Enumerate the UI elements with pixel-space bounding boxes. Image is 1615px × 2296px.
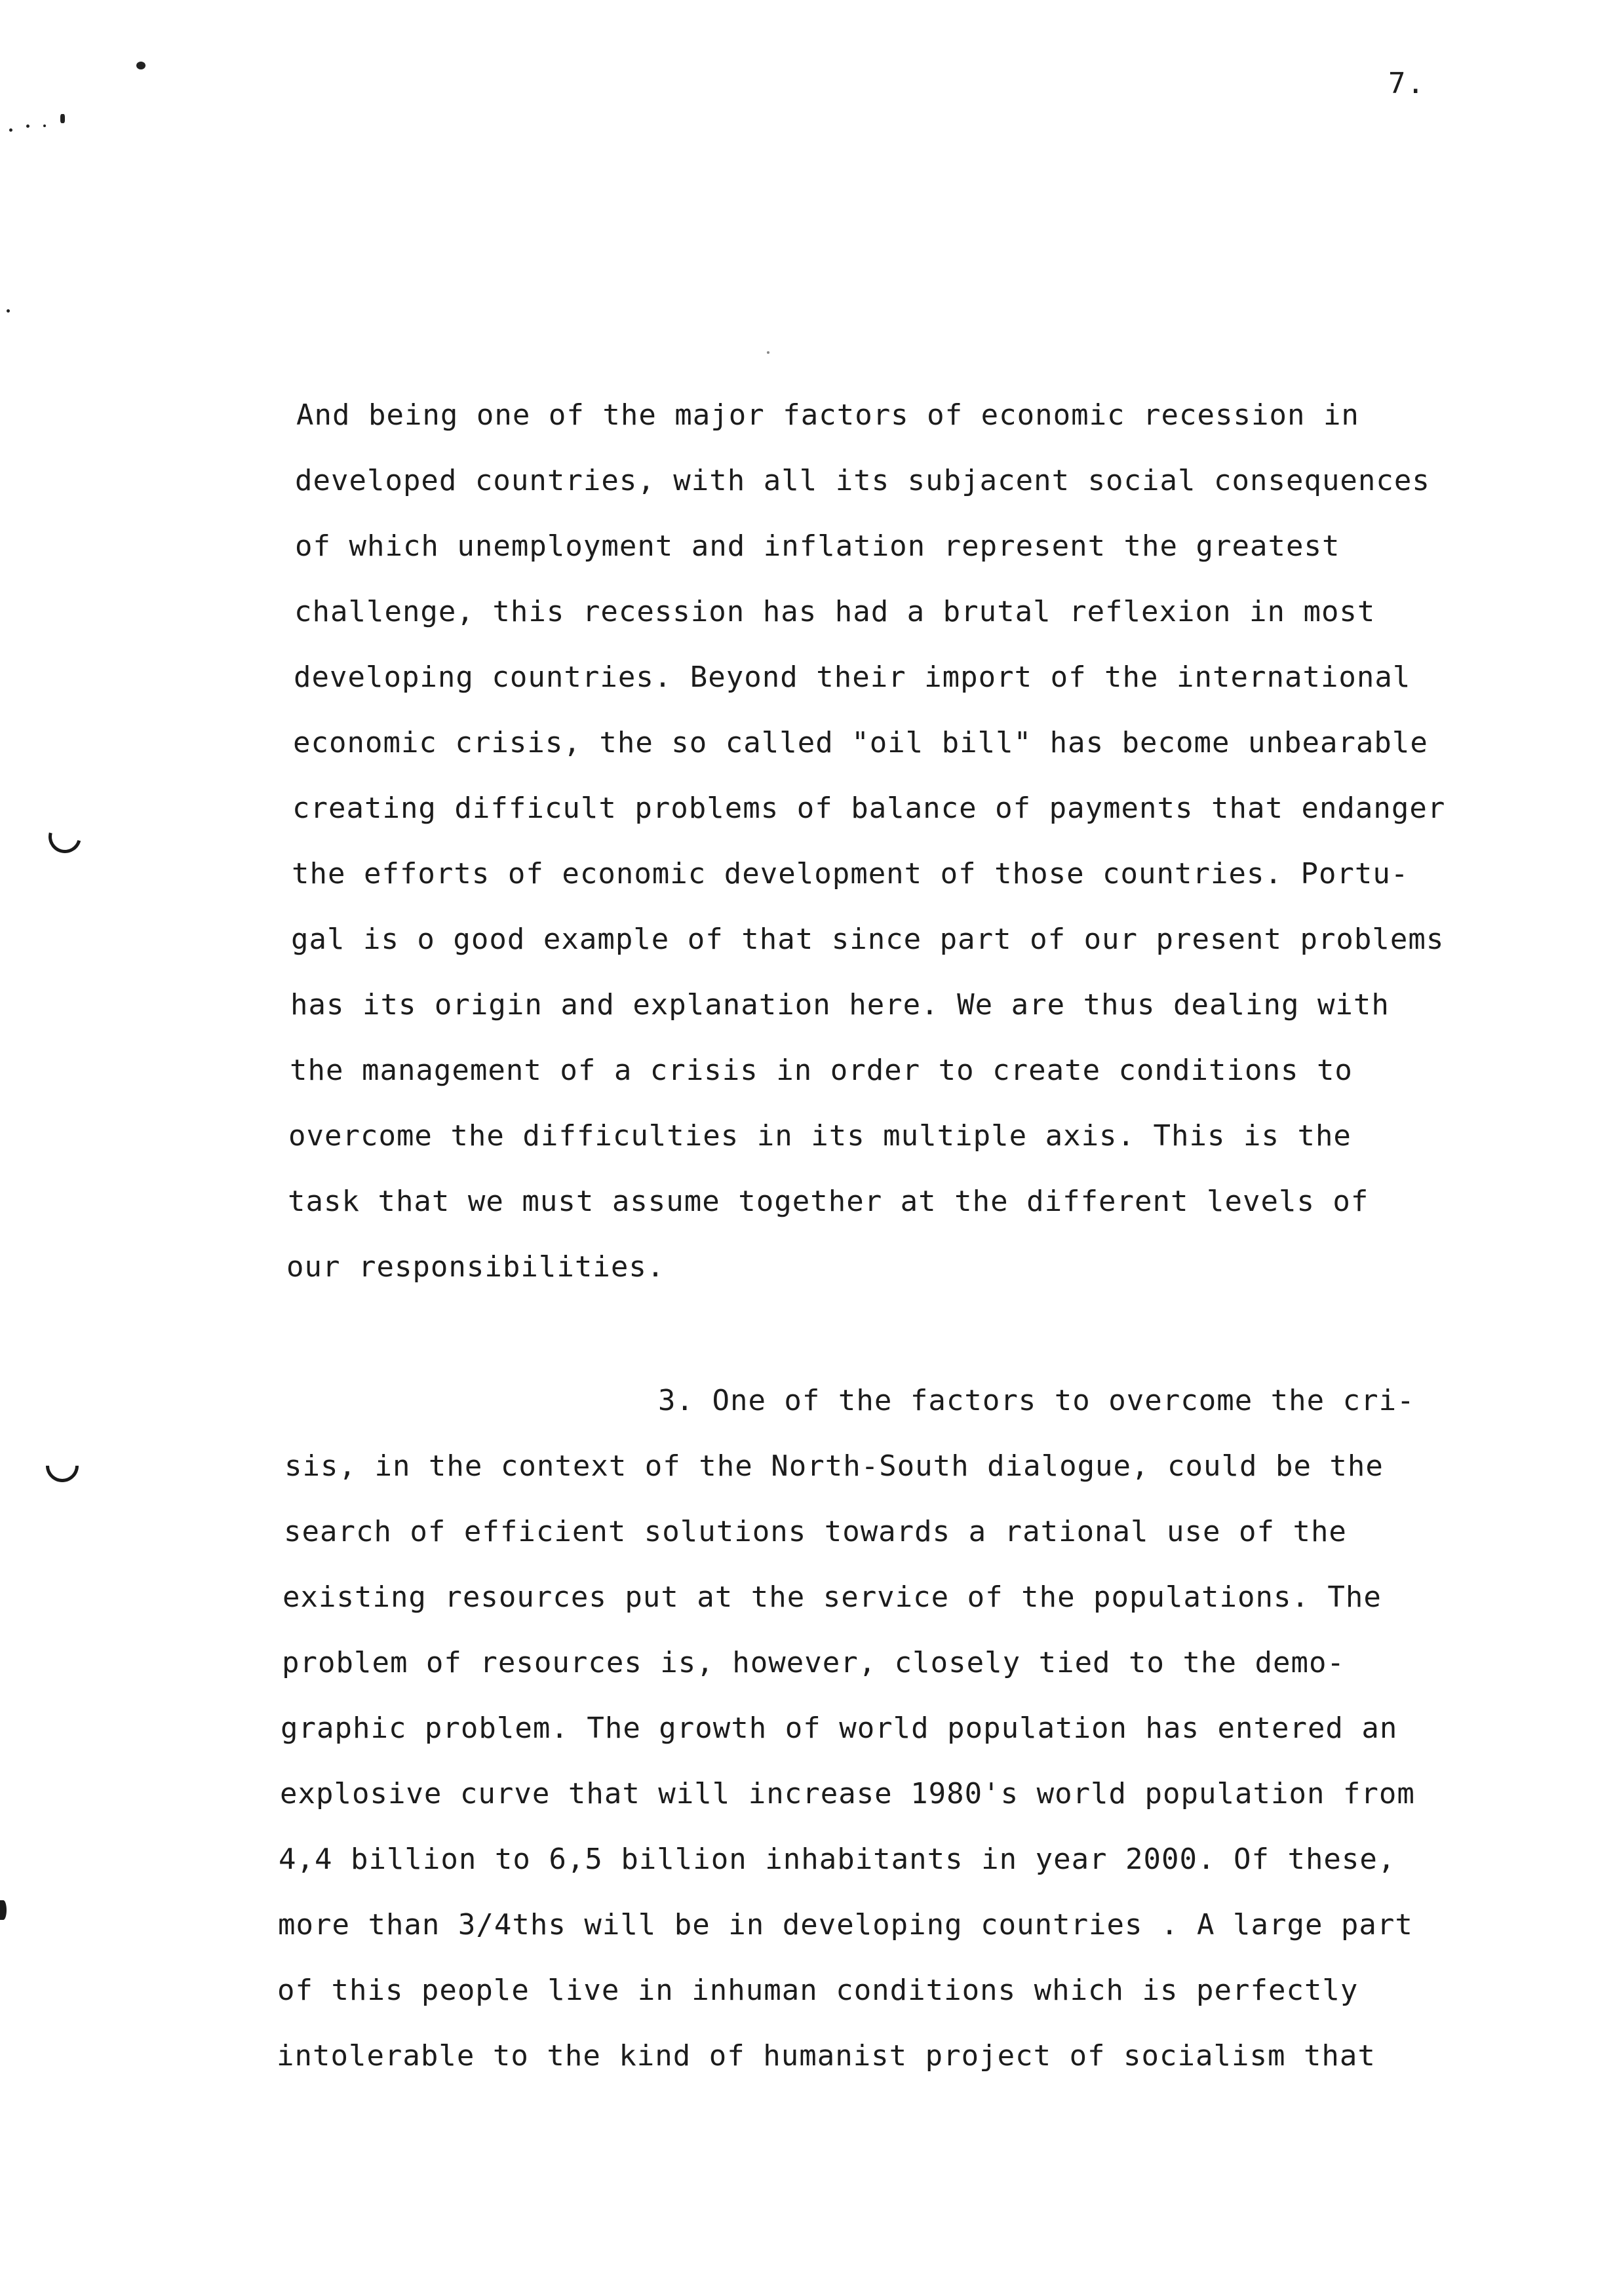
text-line: challenge, this recession has had a brutal reflexion in most <box>294 595 1376 628</box>
text-line: the efforts of economic development of those countries. Portu- <box>292 857 1409 890</box>
scan-speck <box>9 128 12 132</box>
text-line: existing resources put at the service of the populations. The <box>282 1580 1382 1614</box>
text-line: developing countries. Beyond their import of the international <box>294 660 1411 694</box>
scan-speck <box>7 309 10 313</box>
text-line: gal is o good example of that since part of our present problems <box>291 923 1445 956</box>
binder-hole-mark <box>39 1443 86 1489</box>
text-line: developed countries, with all its subjacent social consequences <box>295 464 1430 497</box>
text-line: 3. One of the factors to overcome the cri- <box>658 1384 1415 1417</box>
text-line: graphic problem. The growth of world population has entered an <box>281 1712 1398 1745</box>
text-line: creating difficult problems of balance of payments that endanger <box>292 792 1446 825</box>
text-line: And being one of the major factors of economic recession in <box>296 398 1359 432</box>
text-line: of which unemployment and inflation represent the greatest <box>295 529 1340 563</box>
text-line: sis, in the context of the North-South dialogue, could be the <box>284 1449 1384 1483</box>
scan-speck <box>26 124 29 128</box>
scan-speck <box>767 351 769 354</box>
text-line: explosive curve that will increase 1980's world population from <box>280 1777 1415 1810</box>
text-line: overcome the difficulties in its multiple axis. This is the <box>288 1119 1352 1153</box>
text-line: the management of a crisis in order to create conditions to <box>290 1054 1353 1087</box>
text-line: problem of resources is, however, closely tied to the demo- <box>282 1646 1345 1679</box>
scan-speck <box>60 114 65 123</box>
scan-speck <box>43 124 46 127</box>
text-line: task that we must assume together at the different levels of <box>288 1185 1369 1218</box>
text-line: of this people live in inhuman conditions which is perfectly <box>277 1974 1359 2007</box>
text-line: economic crisis, the so called "oil bill" has become unbearable <box>293 726 1428 759</box>
text-line: more than 3/4ths will be in developing countries . A large part <box>278 1908 1413 1942</box>
scan-speck <box>136 62 146 69</box>
edge-mark <box>0 1900 7 1920</box>
text-line: 4,4 billion to 6,5 billion inhabitants in year 2000. Of these, <box>279 1843 1396 1876</box>
text-line: our responsibilities. <box>286 1250 665 1284</box>
text-line: intolerable to the kind of humanist project of socialism that <box>277 2039 1376 2073</box>
page-number: 7. <box>1388 67 1426 100</box>
binder-hole-mark <box>43 814 87 859</box>
text-line: search of efficient solutions towards a rational use of the <box>284 1515 1347 1548</box>
text-line: has its origin and explanation here. We are thus dealing with <box>290 988 1390 1022</box>
